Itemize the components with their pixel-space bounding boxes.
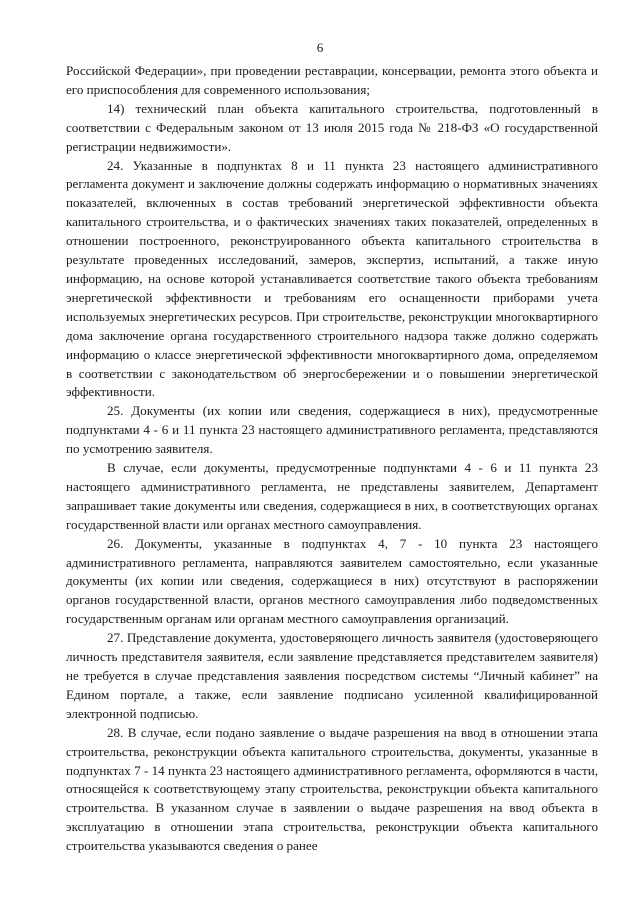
- page-body: [66, 62, 598, 856]
- paragraph-24: 24. Указанные в подпунктах 8 и 11 пункта 23 настоящего административного регламента документ и заключение должны содержать информацию о нормативных значениях показателей, включенных в состав требований энергетической эффективности объекта капитального строительства, и о фактических значениях таких показателей, определенных в отношении построенного, реконструированного объекта капитального строительства в результате проведенных исследований, замеров, экспертиз, испытаний, а также иную информацию, на основе которой устанавливается соответствие такого объекта требованиям энергетической эффективности и требованиям его оснащенности приборами учета используемых энергетических ресурсов. При строительстве, реконструкции многоквартирного дома заключение органа государственного строительного надзора также должно содержать информацию о классе энергетической эффективности многоквартирного дома, определяемом в соответствии с законодательством об энергосбережении и о повышении энергетической эффективности.: [66, 157, 598, 400]
- page-number: 6: [316, 40, 324, 55]
- paragraph-26: 26. Документы, указанные в подпунктах 4, 7 - 10 пункта 23 настоящего административного регламента, направляются заявителем самостоятельно, если указанные документы (их копии или сведения, содержащиеся в них) отсутствуют в распоряжении органов государственной власти, органов местного самоуправления либо подведомственных государственным органам или органам местного самоуправления организаций.: [66, 535, 598, 627]
- paragraph-27: 27. Представление документа, удостоверяющего личность заявителя (удостоверяющего личность представителя заявителя, если заявление представляется представителем заявителя) не требуется в случае представления заявления посредством системы “Личный кабинет” на Едином портале, а также, если заявление подписано усиленной квалифицированной электронной подписью.: [66, 630, 598, 721]
- paragraph-25-note: В случае, если документы, предусмотренные подпунктами 4 - 6 и 11 пункта 23 настоящего административного регламента, не представлены заявителем, Департамент запрашивает такие документы или сведения, содержащиеся в них, в соответствующих органах государственной власти или органах местного самоуправления.: [66, 460, 598, 532]
- paragraph-28: 28. В случае, если подано заявление о выдаче разрешения на ввод в отношении этапа строительства, реконструкции объекта капитального строительства, документы, указанные в подпунктах 7 - 14 пункта 23 настоящего административного регламента, оформляются в части, относящейся к соответствующему этапу строительства, реконструкции объекта капитального строительства. В указанном случае в заявлении о выдаче разрешения на ввод объекта в эксплуатацию в отношении этапа строительства, реконструкции объекта капитального строительства указываются сведения о ранее: [66, 724, 598, 854]
- paragraph-continuation: Российской Федерации», при проведении реставрации, консервации, ремонта этого объекта и его приспособления для современного использования;: [66, 63, 598, 97]
- paragraph-25: 25. Документы (их копии или сведения, содержащиеся в них), предусмотренные подпунктами 4 - 6 и 11 пункта 23 настоящего административного регламента, представляются по усмотрению заявителя.: [66, 403, 598, 457]
- paragraph-item-14: 14) технический план объекта капитального строительства, подготовленный в соответствии с Федеральным законом от 13 июля 2015 года № 218-ФЗ «О государственной регистрации недвижимости».: [66, 100, 598, 154]
